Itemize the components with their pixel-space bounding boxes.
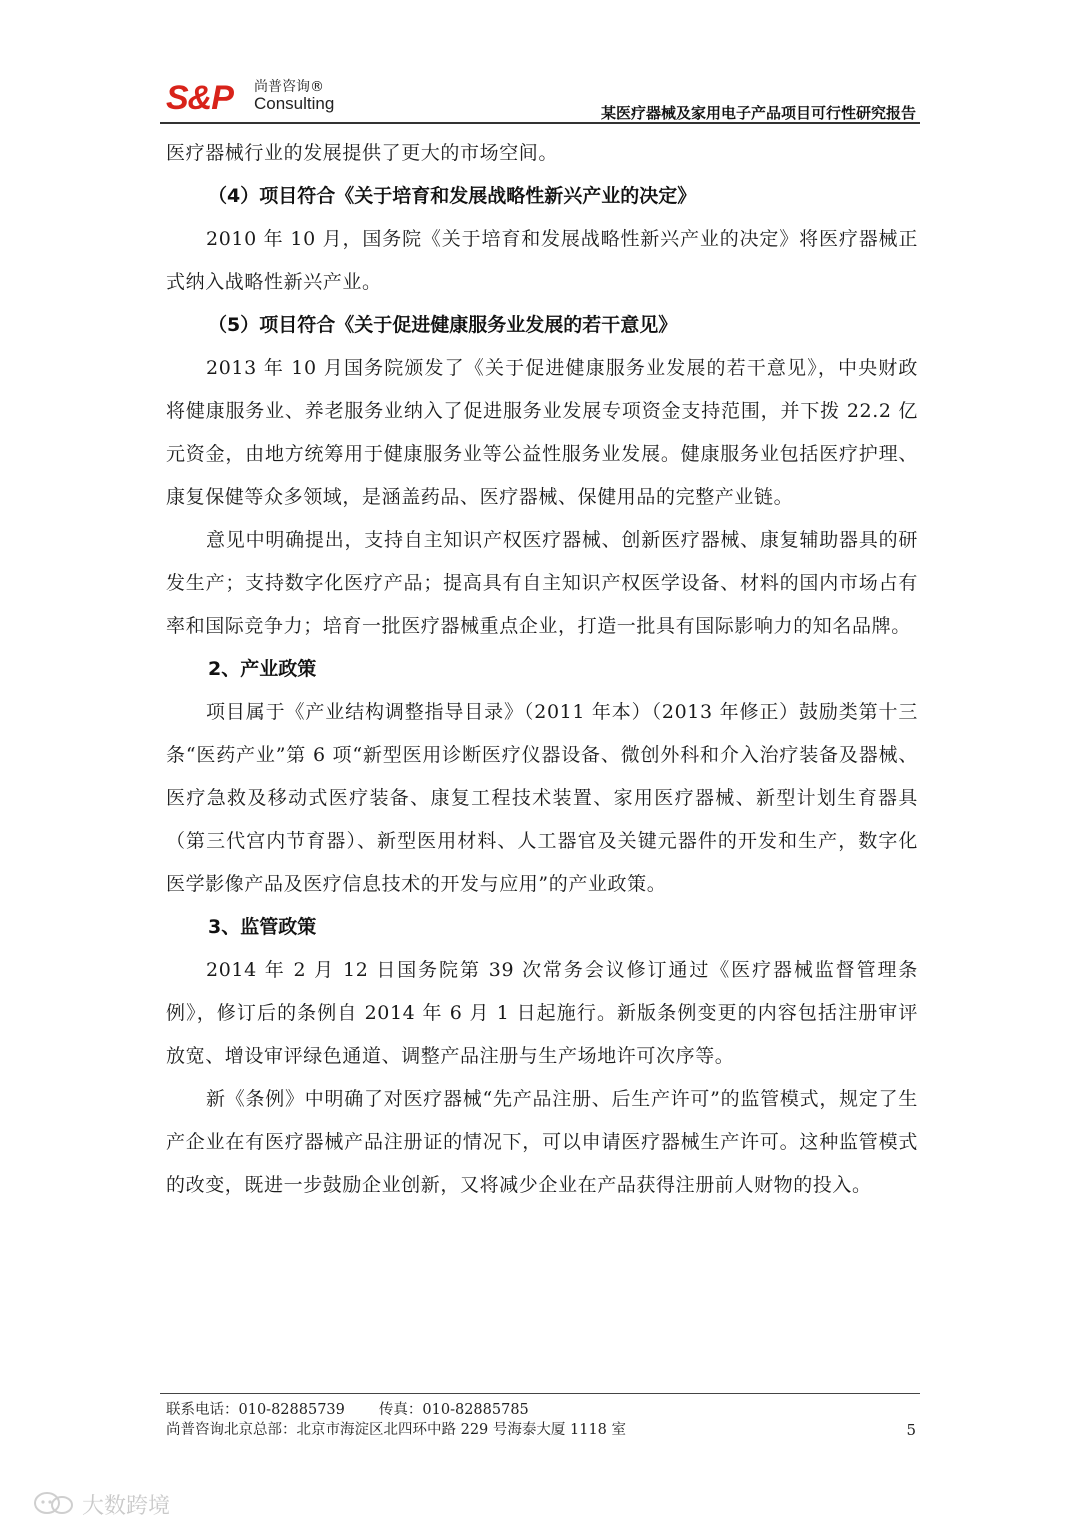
page-footer <box>160 1393 920 1440</box>
paragraph-2: 2010 年 10 月，国务院《关于培育和发展战略性新兴产业的决定》将医疗器械正式纳入战略性新兴产业。 <box>166 228 918 293</box>
report-title: 某医疗器械及家用电子产品项目可行性研究报告 <box>600 104 916 122</box>
paragraph-6: 2014 年 2 月 12 日国务院第 39 次常务会议修订通过《医疗器械监督管理条例》，修订后的条例自 2014 年 6 月 1 日起施行。新版条例变更的内容包括注册审评放宽、增设审评绿色通道、调整产品注册与生产场地许可次序等。 <box>166 959 918 1067</box>
footer-phone: 联系电话：010-82885739 <box>166 1402 345 1418</box>
heading-industry-policy: 2、产业政策 <box>208 658 317 680</box>
footer-fax: 传真：010-82885785 <box>378 1402 529 1418</box>
paragraph-1: 医疗器械行业的发展提供了更大的市场空间。 <box>166 142 559 164</box>
logo-chinese-name: 尚普咨询® <box>254 79 324 95</box>
footer-contact <box>160 1400 920 1420</box>
footer-address-line <box>160 1420 920 1440</box>
document-body <box>166 132 918 1207</box>
footer-address: 尚普咨询北京总部：北京市海淀区北四环中路 229 号海泰大厦 1118 室 <box>166 1422 627 1438</box>
heading-regulatory-policy: 3、监管政策 <box>208 916 317 938</box>
page-header <box>160 78 920 124</box>
paragraph-4: 意见中明确提出，支持自主知识产权医疗器械、创新医疗器械、康复辅助器具的研发生产；支持数字化医疗产品；提高具有自主知识产权医学设备、材料的国内市场占有率和国际竞争力；培育一批医疗器械重点企业，打造一批具有国际影响力的知名品牌。 <box>166 529 918 637</box>
heading-5: （5）项目符合《关于促进健康服务业发展的若干意见》 <box>208 314 678 336</box>
footer-divider <box>160 1393 920 1394</box>
logo-mark: S&P <box>166 79 233 117</box>
watermark-text: 大数跨境 <box>82 1493 171 1519</box>
paragraph-7: 新《条例》中明确了对医疗器械“先产品注册、后生产许可”的监管模式，规定了生产企业在有医疗器械产品注册证的情况下，可以申请医疗器械生产许可。这种监管模式的改变，既进一步鼓励企业创新，又将减少企业在产品获得注册前人财物的投入。 <box>166 1088 918 1196</box>
chat-bubble-icon <box>32 1490 76 1518</box>
heading-4: （4）项目符合《关于培育和发展战略性新兴产业的决定》 <box>208 185 697 207</box>
paragraph-5: 项目属于《产业结构调整指导目录》（2011 年本）（2013 年修正）鼓励类第十三条“医药产业”第 6 项“新型医用诊断医疗仪器设备、微创外科和介入治疗装备及器械、医疗急救及移动式医疗装备、康复工程技术装置、家用医疗器械、新型计划生育器具（第三代宫内节育器）、新型医用材料、人工器官及关键元器件的开发和生产，数字化医学影像产品及医疗信息技术的开发与应用”的产业政策。 <box>166 701 918 895</box>
paragraph-3: 2013 年 10 月国务院颁发了《关于促进健康服务业发展的若干意见》，中央财政将健康服务业、养老服务业纳入了促进服务业发展专项资金支持范围，并下拨 22.2 亿元资金，由地方统筹用于健康服务业等公益性服务业发展。健康服务业包括医疗护理、康复保健等众多领域，是涵盖药品、医疗器械、保健用品的完整产业链。 <box>166 357 918 508</box>
watermark <box>32 1488 170 1520</box>
page-number: 5 <box>906 1421 916 1439</box>
logo-english-name: Consulting <box>254 94 335 113</box>
header-divider <box>160 122 920 124</box>
